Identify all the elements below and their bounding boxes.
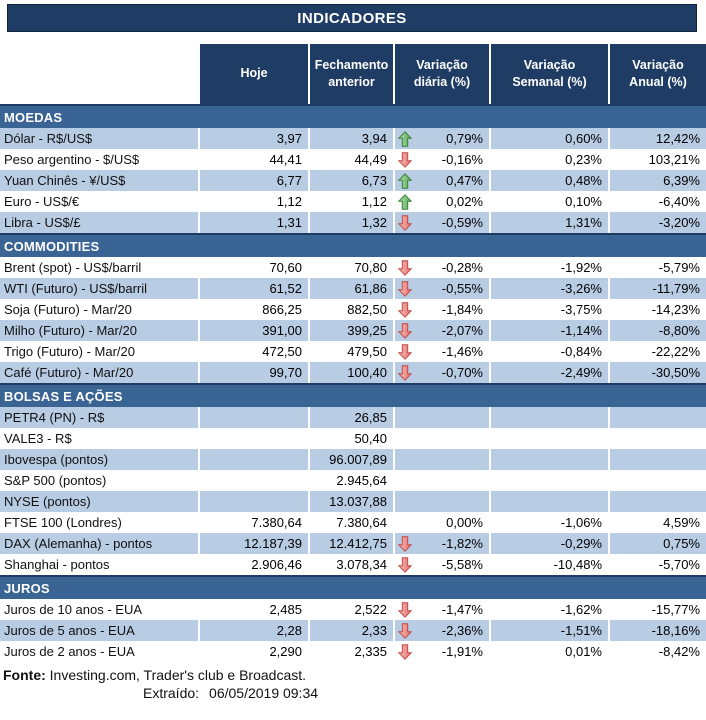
down-arrow — [398, 259, 414, 276]
up-arrow-icon — [398, 173, 412, 189]
variacao-diaria-value: -1,47% — [441, 602, 483, 617]
cell-variacao-anual: -18,16% — [610, 620, 706, 641]
cell-fechamento-anterior: 6,73 — [310, 170, 395, 191]
down-arrow-icon — [398, 260, 412, 276]
down-arrow-icon — [398, 557, 412, 573]
cell-variacao-anual — [610, 449, 706, 470]
cell-variacao-diaria — [395, 212, 491, 233]
cell-fechamento-anterior: 1,32 — [310, 212, 395, 233]
down-arrow-icon — [398, 215, 412, 231]
cell-variacao-anual: -5,70% — [658, 557, 700, 572]
table-row-peso-argentino-us — [0, 149, 706, 170]
cell-fechamento-anterior: 96.007,89 — [310, 449, 395, 470]
table-row-nyse-pontos — [0, 491, 706, 512]
down-arrow — [398, 643, 414, 660]
cell-fechamento-anterior: 399,25 — [310, 320, 395, 341]
cell-variacao-anual — [610, 491, 706, 512]
cell-variacao-diaria — [395, 128, 491, 149]
variacao-diaria-value: -0,70% — [441, 365, 483, 380]
variacao-diaria-value: 0,47% — [446, 173, 483, 188]
cell-fechamento-anterior: 2,335 — [310, 641, 395, 662]
row-label: Trigo (Futuro) - Mar/20 — [0, 341, 200, 362]
variacao-diaria-value: -2,07% — [441, 323, 483, 338]
table-row-trigo-futuro-mar-20 — [0, 341, 706, 362]
cell-fechamento-anterior: 100,40 — [310, 362, 395, 383]
cell-variacao-anual: -30,50% — [610, 362, 706, 383]
cell-variacao-semanal: -2,49% — [491, 362, 610, 383]
down-arrow-icon — [398, 302, 412, 318]
cell-variacao-diaria — [395, 449, 491, 470]
down-arrow — [398, 214, 414, 231]
cell-variacao-anual: 6,39% — [610, 170, 706, 191]
cell-variacao-anual: -14,23% — [651, 302, 700, 317]
down-arrow-icon — [398, 644, 412, 660]
variacao-diaria-value: -1,46% — [441, 344, 483, 359]
cell-fechamento-anterior: 479,50 — [310, 341, 395, 362]
cell-hoje: 44,41 — [200, 149, 310, 170]
table-row-yuan-chines-us — [0, 170, 706, 191]
cell-hoje: 2,485 — [200, 599, 310, 620]
up-arrow — [398, 130, 414, 147]
cell-variacao-anual: -3,20% — [610, 212, 706, 233]
no-arrow — [398, 451, 414, 468]
row-label: Euro - US$/€ — [0, 191, 200, 212]
cell-fechamento-anterior: 882,50 — [310, 299, 395, 320]
cell-variacao-semanal: -1,92% — [491, 257, 610, 278]
variacao-diaria-value: -5,58% — [441, 557, 483, 572]
cell-variacao-semanal — [491, 449, 610, 470]
row-label: Yuan Chinês - ¥/US$ — [0, 170, 200, 191]
cell-variacao-diaria — [395, 149, 491, 170]
cell-variacao-semanal: 0,23% — [491, 149, 610, 170]
table-body — [0, 104, 706, 662]
cell-fechamento-anterior: 3.078,34 — [310, 554, 395, 575]
cell-variacao-semanal: 0,01% — [491, 641, 610, 662]
variacao-diaria-value: -1,82% — [441, 536, 483, 551]
page-title: INDICADORES — [297, 9, 407, 27]
row-label: Peso argentino - $/US$ — [0, 149, 200, 170]
source-text: Investing.com, Trader's club e Broadcast. — [45, 667, 307, 683]
down-arrow-icon — [398, 536, 412, 552]
cell-variacao-semanal: -3,26% — [491, 278, 610, 299]
cell-variacao-diaria — [395, 491, 491, 512]
row-label: Café (Futuro) - Mar/20 — [0, 362, 200, 383]
cell-hoje: 2.906,46 — [200, 554, 310, 575]
cell-variacao-semanal — [491, 407, 610, 428]
cell-variacao-semanal: 0,48% — [491, 170, 610, 191]
cell-fechamento-anterior: 3,94 — [310, 128, 395, 149]
cell-hoje: 1,12 — [200, 191, 310, 212]
up-arrow-icon — [398, 194, 412, 210]
cell-variacao-diaria — [395, 407, 491, 428]
row-label: Juros de 2 anos - EUA — [0, 641, 200, 662]
variacao-diaria-value: -0,28% — [441, 260, 483, 275]
down-arrow — [398, 535, 414, 552]
up-arrow-icon — [398, 131, 412, 147]
cell-fechamento-anterior: 44,49 — [310, 149, 395, 170]
cell-variacao-diaria — [395, 428, 491, 449]
down-arrow — [398, 280, 414, 297]
cell-variacao-semanal: -1,06% — [491, 512, 610, 533]
section-header-commodities: COMMODITIES — [0, 233, 706, 257]
down-arrow-icon — [398, 623, 412, 639]
table-row-brent-spot-us-barril — [0, 257, 706, 278]
cell-variacao-diaria — [395, 470, 491, 491]
report-footer — [0, 667, 706, 701]
table-row-milho-futuro-mar-20 — [0, 320, 706, 341]
cell-variacao-diaria — [395, 278, 491, 299]
report-title-bar — [7, 4, 697, 32]
cell-variacao-semanal: -0,29% — [491, 533, 610, 554]
table-row-ibovespa-pontos — [0, 449, 706, 470]
cell-variacao-anual: -22,22% — [651, 344, 700, 359]
header-label-spacer — [0, 44, 200, 104]
table-row-cafe-futuro-mar-20 — [0, 362, 706, 383]
table-row-soja-futuro-mar-20 — [0, 299, 706, 320]
variacao-diaria-value: -0,16% — [441, 152, 483, 167]
row-label: Soja (Futuro) - Mar/20 — [0, 299, 200, 320]
down-arrow-icon — [398, 152, 412, 168]
cell-variacao-semanal: -1,14% — [491, 320, 610, 341]
row-label: PETR4 (PN) - R$ — [0, 407, 200, 428]
cell-variacao-semanal: -1,62% — [491, 599, 610, 620]
extracted-label: Extraído: — [143, 685, 200, 701]
cell-hoje — [200, 407, 310, 428]
column-header-hoje: Hoje — [200, 44, 310, 104]
cell-hoje: 2,290 — [200, 641, 310, 662]
cell-variacao-diaria — [395, 170, 491, 191]
no-arrow — [398, 430, 414, 447]
cell-variacao-anual: -8,42% — [658, 644, 700, 659]
variacao-diaria-value: -0,59% — [441, 215, 483, 230]
cell-hoje — [200, 470, 310, 491]
cell-variacao-anual — [610, 407, 706, 428]
cell-hoje: 61,52 — [200, 278, 310, 299]
variacao-diaria-value: -1,84% — [441, 302, 483, 317]
table-row-juros-de-5-anos-eua — [0, 620, 706, 641]
section-header-moedas: MOEDAS — [0, 104, 706, 128]
cell-hoje: 391,00 — [200, 320, 310, 341]
column-header-variacao-diaria: Variação diária (%) — [395, 44, 491, 104]
variacao-diaria-value: 0,00% — [446, 515, 483, 530]
cell-fechamento-anterior: 1,12 — [310, 191, 395, 212]
column-header-variacao-semanal: Variação Semanal (%) — [491, 44, 610, 104]
table-row-vale3-r — [0, 428, 706, 449]
cell-variacao-anual — [610, 428, 706, 449]
cell-variacao-diaria — [395, 257, 491, 278]
cell-fechamento-anterior: 12.412,75 — [310, 533, 395, 554]
down-arrow — [398, 322, 414, 339]
cell-hoje: 70,60 — [200, 257, 310, 278]
cell-fechamento-anterior: 7.380,64 — [310, 512, 395, 533]
row-label: Dólar - R$/US$ — [0, 128, 200, 149]
cell-variacao-anual: 103,21% — [648, 152, 700, 167]
section-header-bolsas-e-acoes: BOLSAS E AÇÕES — [0, 383, 706, 407]
row-label: WTI (Futuro) - US$/barril — [0, 278, 200, 299]
cell-variacao-diaria — [395, 641, 491, 662]
cell-variacao-diaria — [395, 620, 491, 641]
cell-fechamento-anterior: 50,40 — [310, 428, 395, 449]
table-row-s-p-500-pontos — [0, 470, 706, 491]
cell-fechamento-anterior: 2,33 — [310, 620, 395, 641]
cell-hoje: 99,70 — [200, 362, 310, 383]
cell-variacao-anual: -8,80% — [610, 320, 706, 341]
row-label: VALE3 - R$ — [0, 428, 200, 449]
cell-fechamento-anterior: 61,86 — [310, 278, 395, 299]
cell-variacao-diaria — [395, 341, 491, 362]
cell-variacao-anual: -6,40% — [658, 194, 700, 209]
cell-variacao-anual: -11,79% — [610, 278, 706, 299]
cell-variacao-semanal — [491, 491, 610, 512]
cell-hoje — [200, 428, 310, 449]
cell-variacao-anual: -15,77% — [651, 602, 700, 617]
cell-variacao-diaria — [395, 299, 491, 320]
variacao-diaria-value: -1,91% — [441, 644, 483, 659]
down-arrow — [398, 601, 414, 618]
table-row-euro-us — [0, 191, 706, 212]
down-arrow — [398, 556, 414, 573]
cell-fechamento-anterior: 2.945,64 — [310, 470, 395, 491]
cell-hoje: 7.380,64 — [200, 512, 310, 533]
down-arrow — [398, 301, 414, 318]
cell-variacao-semanal — [491, 470, 610, 491]
section-header-juros: JUROS — [0, 575, 706, 599]
row-label: Juros de 10 anos - EUA — [0, 599, 200, 620]
cell-hoje — [200, 449, 310, 470]
variacao-diaria-value: 0,79% — [446, 131, 483, 146]
cell-hoje: 12.187,39 — [200, 533, 310, 554]
down-arrow — [398, 343, 414, 360]
row-label: FTSE 100 (Londres) — [0, 512, 200, 533]
row-label: NYSE (pontos) — [0, 491, 200, 512]
cell-variacao-diaria — [395, 191, 491, 212]
table-header-row — [0, 44, 706, 104]
down-arrow — [398, 151, 414, 168]
table-row-juros-de-10-anos-eua — [0, 599, 706, 620]
cell-variacao-anual: 0,75% — [610, 533, 706, 554]
table-row-ftse-100-londres — [0, 512, 706, 533]
down-arrow-icon — [398, 602, 412, 618]
cell-variacao-anual: 12,42% — [610, 128, 706, 149]
down-arrow — [398, 364, 414, 381]
down-arrow-icon — [398, 281, 412, 297]
row-label: Brent (spot) - US$/barril — [0, 257, 200, 278]
cell-variacao-semanal: -10,48% — [491, 554, 610, 575]
cell-hoje — [200, 491, 310, 512]
cell-variacao-semanal: -1,51% — [491, 620, 610, 641]
column-header-variacao-anual: Variação Anual (%) — [610, 44, 706, 104]
source-line — [0, 667, 706, 683]
cell-hoje: 866,25 — [200, 299, 310, 320]
cell-hoje: 3,97 — [200, 128, 310, 149]
extracted-timestamp: 06/05/2019 09:34 — [209, 685, 319, 701]
down-arrow-icon — [398, 323, 412, 339]
cell-hoje: 472,50 — [200, 341, 310, 362]
no-arrow — [398, 514, 414, 531]
row-label: Shanghai - pontos — [0, 554, 200, 575]
row-label: Ibovespa (pontos) — [0, 449, 200, 470]
row-label: S&P 500 (pontos) — [0, 470, 200, 491]
table-row-dax-alemanha-pontos — [0, 533, 706, 554]
row-label: Juros de 5 anos - EUA — [0, 620, 200, 641]
cell-variacao-semanal — [491, 428, 610, 449]
no-arrow — [398, 493, 414, 510]
cell-variacao-diaria — [395, 512, 491, 533]
cell-fechamento-anterior: 70,80 — [310, 257, 395, 278]
extracted-line — [0, 685, 706, 701]
cell-variacao-diaria — [395, 362, 491, 383]
no-arrow — [398, 409, 414, 426]
cell-variacao-semanal: 1,31% — [491, 212, 610, 233]
cell-variacao-semanal: 0,10% — [491, 191, 610, 212]
down-arrow — [398, 622, 414, 639]
cell-variacao-anual — [610, 470, 706, 491]
column-header-fechamento: Fechamento anterior — [310, 44, 395, 104]
cell-hoje: 2,28 — [200, 620, 310, 641]
cell-hoje: 1,31 — [200, 212, 310, 233]
row-label: DAX (Alemanha) - pontos — [0, 533, 200, 554]
cell-hoje: 6,77 — [200, 170, 310, 191]
cell-variacao-semanal: -3,75% — [491, 299, 610, 320]
no-arrow — [398, 472, 414, 489]
row-label: Milho (Futuro) - Mar/20 — [0, 320, 200, 341]
table-row-libra-us — [0, 212, 706, 233]
cell-variacao-diaria — [395, 320, 491, 341]
cell-variacao-anual: 4,59% — [663, 515, 700, 530]
down-arrow-icon — [398, 344, 412, 360]
cell-fechamento-anterior: 26,85 — [310, 407, 395, 428]
variacao-diaria-value: 0,02% — [446, 194, 483, 209]
source-label: Fonte: — [3, 667, 46, 683]
cell-variacao-semanal: -0,84% — [491, 341, 610, 362]
cell-fechamento-anterior: 2,522 — [310, 599, 395, 620]
variacao-diaria-value: -0,55% — [441, 281, 483, 296]
down-arrow-icon — [398, 365, 412, 381]
table-row-wti-futuro-us-barril — [0, 278, 706, 299]
variacao-diaria-value: -2,36% — [441, 623, 483, 638]
cell-fechamento-anterior: 13.037,88 — [310, 491, 395, 512]
up-arrow — [398, 193, 414, 210]
cell-variacao-diaria — [395, 554, 491, 575]
table-row-shanghai-pontos — [0, 554, 706, 575]
up-arrow — [398, 172, 414, 189]
row-label: Libra - US$/£ — [0, 212, 200, 233]
cell-variacao-diaria — [395, 599, 491, 620]
table-row-dolar-r-us — [0, 128, 706, 149]
cell-variacao-semanal: 0,60% — [491, 128, 610, 149]
cell-variacao-anual: -5,79% — [658, 260, 700, 275]
indicators-report — [0, 4, 706, 701]
table-row-juros-de-2-anos-eua — [0, 641, 706, 662]
table-row-petr4-pn-r — [0, 407, 706, 428]
cell-variacao-diaria — [395, 533, 491, 554]
